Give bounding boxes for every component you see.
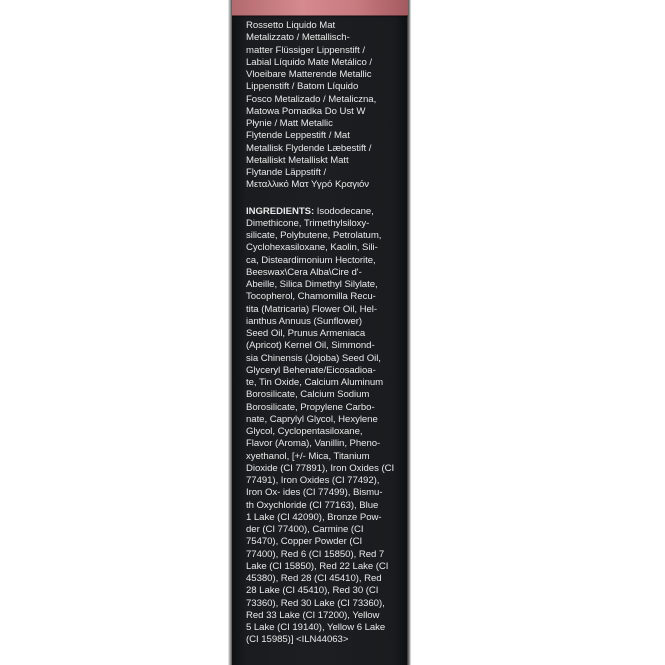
ingredients-line: silicate, Polybutene, Petrolatum, <box>246 230 382 241</box>
section-gap <box>246 192 406 206</box>
ingredients-line: 1 Lake (CI 42090), Bronze Pow- <box>246 511 382 523</box>
ingredients-line: Borosilicate, Propylene Carbo- <box>246 401 375 413</box>
product-name-line: Labial Líquido Mate Metálico / <box>246 56 372 68</box>
ingredients-line: Dimethicone, Trimethylsiloxy- <box>246 217 370 229</box>
product-name-line: Metalizzato / Mettallisch- <box>246 32 350 44</box>
ingredients-line: Dioxide (CI 77891), Iron Oxides (CI <box>246 462 395 474</box>
ingredients-line: 77491), Iron Oxides (CI 77492), <box>246 475 380 486</box>
ingredients-first-line <box>246 206 406 218</box>
product-name-block <box>246 20 406 192</box>
ingredients-line: Glyceryl Behenate/Eicosadioa- <box>246 364 376 376</box>
ingredients-line: ca, Disteardimonium Hectorite, <box>246 254 376 266</box>
box-label-text <box>246 20 406 647</box>
ingredients-line: ianthus Annuus (Sunflower) <box>246 315 363 327</box>
ingredients-line: Seed Oil, Prunus Armeniaca <box>246 328 366 339</box>
ingredients-line: 45380), Red 28 (CI 45410), Red <box>246 573 382 584</box>
ingredients-line: 28 Lake (CI 45410), Red 30 (CI <box>246 585 379 597</box>
box-top-shadow <box>232 15 408 18</box>
product-name-line: Flytende Leppestift / Mat <box>246 130 350 142</box>
ingredients-line: Flavor (Aroma), Vanillin, Pheno- <box>246 438 381 450</box>
ingredients-line: 73360), Red 30 Lake (CI 73360), <box>246 597 385 609</box>
product-name-line: Flytande Läppstift / <box>246 167 327 178</box>
ingredients-line: Tocopherol, Chamomilla Recu- <box>246 291 376 303</box>
ingredients-line: tita (Matricaria) Flower Oil, Hel- <box>246 303 378 315</box>
ingredients-line: Beeswax\Cera Alba\Cire d'- <box>246 266 362 278</box>
product-name-line: Μεταλλικό Ματ Υγρό Κραγιόν <box>246 179 370 191</box>
ingredients-line: 5 Lake (CI 19140), Yellow 6 Lake <box>246 622 386 633</box>
ingredients-line: xyethanol, [+/- Mica, Titanium <box>246 450 370 462</box>
product-name-line: Fosco Metalizado / Metaliczna, <box>246 93 377 105</box>
product-name-line: Płynie / Matt Metallic <box>246 118 333 129</box>
ingredients-heading: INGREDIENTS: <box>246 205 315 217</box>
ingredients-line: th Oxychloride (CI 77163), Blue <box>246 499 379 511</box>
box-right-edge <box>407 0 411 665</box>
product-name-line: Lippenstift / Batom Líquido <box>246 81 359 93</box>
ingredients-line: sia Chinensis (Jojoba) Seed Oil, <box>246 352 381 364</box>
ingredients-line: 75470), Copper Powder (CI <box>246 536 363 548</box>
ingredients-line: (CI 15985)] <ILN44063> <box>246 634 349 646</box>
box-pink-top-band <box>232 0 408 16</box>
ingredients-line: Borosilicate, Calcium Sodium <box>246 389 370 401</box>
ingredients-line: (Apricot) Kernel Oil, Simmond- <box>246 340 375 352</box>
ingredients-line: 77400), Red 6 (CI 15850), Red 7 <box>246 548 385 560</box>
product-name-line: Vloeibare Matterende Metallic <box>246 69 372 80</box>
ingredients-line: Glycol, Cyclopentasiloxane, <box>246 426 363 437</box>
ingredients-line: Cyclohexasiloxane, Kaolin, Sili- <box>246 242 378 254</box>
ingredients-line: Iron Ox- ides (CI 77499), Bismu- <box>246 487 383 499</box>
product-name-line: Matowa Pomadka Do Ust W <box>246 105 366 117</box>
ingredients-line: der (CI 77400), Carmine (CI <box>246 524 364 535</box>
ingredients-line: Abeille, Silica Dimethyl Silylate, <box>246 279 378 290</box>
product-name-line: matter Flüssiger Lippenstift / <box>246 44 366 56</box>
ingredients-line: te, Tin Oxide, Calcium Aluminum <box>246 377 384 388</box>
product-name-line: Rossetto Liquido Mat <box>246 20 336 31</box>
ingredients-line: nate, Caprylyl Glycol, Hexylene <box>246 413 378 425</box>
ingredients-block <box>246 206 406 647</box>
product-name-line: Metallisk Flydende Læbestift / <box>246 142 372 154</box>
ingredients-line: Lake (CI 15850), Red 22 Lake (CI <box>246 560 389 572</box>
product-name-line: Metalliskt Metalliskt Matt <box>246 154 349 166</box>
ingredients-first-item: Isododecane, <box>314 205 374 217</box>
ingredients-line: Red 33 Lake (CI 17200), Yellow <box>246 609 380 621</box>
